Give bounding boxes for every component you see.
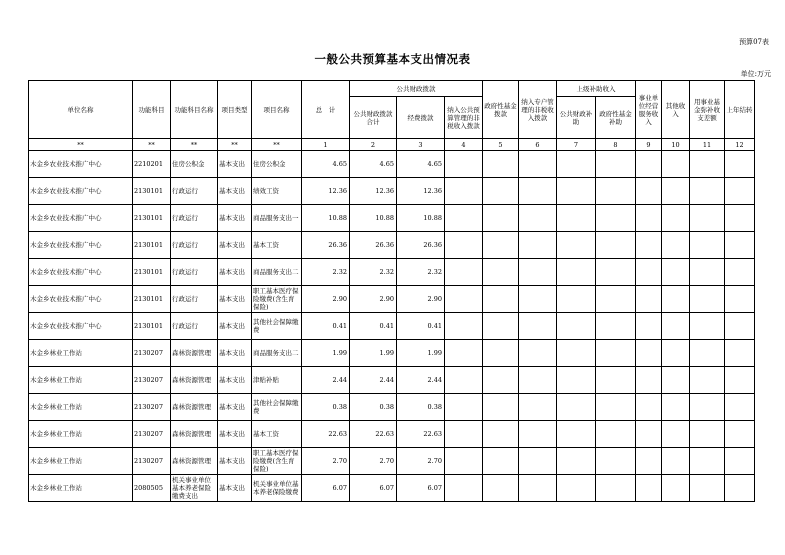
cell-empty (519, 394, 557, 421)
header-stars: ** (29, 139, 133, 151)
cell-empty (690, 151, 725, 178)
table-row (29, 475, 755, 502)
header-sub-public: 公共财政补助 (557, 97, 596, 139)
cell-empty (519, 151, 557, 178)
cell-empty (445, 340, 483, 367)
cell-item-name: 商品服务支出二 (252, 340, 302, 367)
cell-funding: 2.70 (397, 448, 445, 475)
cell-unit-name: 木金乡林业工作站 (29, 421, 133, 448)
cell-empty (690, 448, 725, 475)
cell-func-name: 行政运行 (171, 286, 218, 313)
cell-pf-total: 2.90 (350, 286, 397, 313)
cell-funding: 22.63 (397, 421, 445, 448)
form-number: 预算07表 (739, 38, 769, 46)
cell-unit-name: 木金乡农业技术推广中心 (29, 286, 133, 313)
cell-empty (690, 286, 725, 313)
cell-unit-name: 木金乡林业工作站 (29, 367, 133, 394)
cell-empty (690, 205, 725, 232)
header-item-name: 项目名称 (252, 81, 302, 139)
cell-empty (596, 340, 636, 367)
cell-item-name: 其他社会保障缴费 (252, 313, 302, 340)
cell-func-code: 2130207 (133, 394, 171, 421)
table-row (29, 421, 755, 448)
cell-item-name: 住房公积金 (252, 151, 302, 178)
cell-funding: 4.65 (397, 151, 445, 178)
page-title: 一般公共预算基本支出情况表 (314, 52, 471, 66)
header-seq: 9 (636, 139, 662, 151)
header-unit-name: 单位名称 (29, 81, 133, 139)
header-stars: ** (171, 139, 218, 151)
cell-empty (690, 475, 725, 502)
cell-empty (483, 367, 519, 394)
cell-total: 6.07 (302, 475, 350, 502)
cell-func-name: 森林资源管理 (171, 394, 218, 421)
table-row (29, 286, 755, 313)
cell-unit-name: 木金乡林业工作站 (29, 448, 133, 475)
cell-empty (662, 448, 690, 475)
cell-empty (690, 259, 725, 286)
cell-unit-name: 木金乡农业技术推广中心 (29, 313, 133, 340)
cell-unit-name: 木金乡农业技术推广中心 (29, 178, 133, 205)
cell-item-type: 基本支出 (218, 394, 252, 421)
header-carryover: 上年结转 (725, 81, 755, 139)
cell-empty (636, 259, 662, 286)
cell-empty (557, 205, 596, 232)
cell-pf-total: 6.07 (350, 475, 397, 502)
cell-unit-name: 木金乡林业工作站 (29, 475, 133, 502)
cell-empty (636, 448, 662, 475)
cell-empty (636, 151, 662, 178)
cell-item-type: 基本支出 (218, 367, 252, 394)
cell-total: 0.38 (302, 394, 350, 421)
cell-empty (596, 259, 636, 286)
cell-item-name: 绩效工资 (252, 178, 302, 205)
header-public-finance: 公共财政拨款 (350, 81, 483, 97)
cell-empty (557, 448, 596, 475)
cell-empty (557, 232, 596, 259)
cell-empty (557, 421, 596, 448)
cell-empty (445, 151, 483, 178)
header-seq: 8 (596, 139, 636, 151)
cell-empty (519, 448, 557, 475)
header-stars: ** (218, 139, 252, 151)
cell-empty (483, 286, 519, 313)
cell-empty (725, 340, 755, 367)
cell-item-type: 基本支出 (218, 178, 252, 205)
unit-label: 单位:万元 (740, 70, 771, 78)
header-seq: 2 (350, 139, 397, 151)
cell-empty (519, 313, 557, 340)
cell-empty (519, 232, 557, 259)
cell-funding: 2.32 (397, 259, 445, 286)
cell-item-type: 基本支出 (218, 232, 252, 259)
table-body (29, 151, 755, 502)
cell-empty (636, 394, 662, 421)
header-item-type: 项目类型 (218, 81, 252, 139)
cell-empty (445, 421, 483, 448)
table-row (29, 448, 755, 475)
cell-empty (690, 421, 725, 448)
cell-empty (636, 178, 662, 205)
cell-func-name: 森林资源管理 (171, 448, 218, 475)
cell-func-name: 行政运行 (171, 313, 218, 340)
cell-empty (557, 286, 596, 313)
cell-item-type: 基本支出 (218, 151, 252, 178)
cell-empty (596, 232, 636, 259)
cell-empty (725, 205, 755, 232)
table-row (29, 394, 755, 421)
cell-funding: 10.88 (397, 205, 445, 232)
cell-empty (662, 340, 690, 367)
cell-empty (725, 313, 755, 340)
cell-func-code: 2130101 (133, 313, 171, 340)
cell-empty (519, 367, 557, 394)
cell-total: 4.65 (302, 151, 350, 178)
header-seq: 11 (690, 139, 725, 151)
cell-empty (483, 313, 519, 340)
cell-empty (483, 394, 519, 421)
cell-func-name: 行政运行 (171, 178, 218, 205)
cell-funding: 0.41 (397, 313, 445, 340)
cell-item-type: 基本支出 (218, 313, 252, 340)
cell-empty (636, 367, 662, 394)
table-row (29, 205, 755, 232)
cell-func-name: 行政运行 (171, 205, 218, 232)
cell-empty (725, 394, 755, 421)
header-total: 总 计 (302, 81, 350, 139)
cell-empty (557, 178, 596, 205)
header-func-name: 功能科目名称 (171, 81, 218, 139)
cell-empty (636, 421, 662, 448)
cell-pf-total: 1.99 (350, 340, 397, 367)
cell-empty (596, 421, 636, 448)
cell-total: 2.44 (302, 367, 350, 394)
cell-unit-name: 木金乡林业工作站 (29, 340, 133, 367)
cell-empty (483, 232, 519, 259)
cell-empty (596, 367, 636, 394)
cell-pf-total: 0.38 (350, 394, 397, 421)
header-superior-subsidy: 上级补助收入 (557, 81, 636, 97)
cell-item-name: 基本工资 (252, 232, 302, 259)
header-unit-operation: 事业单位经营服务收入 (636, 81, 662, 139)
cell-func-code: 2080505 (133, 475, 171, 502)
cell-unit-name: 木金乡林业工作站 (29, 394, 133, 421)
cell-empty (725, 421, 755, 448)
cell-pf-total: 2.32 (350, 259, 397, 286)
cell-empty (557, 367, 596, 394)
header-seq: 10 (662, 139, 690, 151)
cell-empty (483, 421, 519, 448)
cell-empty (557, 394, 596, 421)
cell-empty (690, 313, 725, 340)
table-row (29, 151, 755, 178)
cell-item-name: 商品服务支出二 (252, 259, 302, 286)
cell-func-name: 森林资源管理 (171, 367, 218, 394)
cell-empty (596, 448, 636, 475)
cell-empty (445, 475, 483, 502)
cell-empty (445, 367, 483, 394)
table-row (29, 367, 755, 394)
cell-empty (519, 205, 557, 232)
cell-empty (519, 340, 557, 367)
cell-funding: 2.44 (397, 367, 445, 394)
cell-item-type: 基本支出 (218, 340, 252, 367)
cell-func-code: 2130101 (133, 232, 171, 259)
cell-empty (636, 286, 662, 313)
cell-pf-total: 26.36 (350, 232, 397, 259)
cell-item-name: 职工基本医疗保险缴费(含生育保险) (252, 286, 302, 313)
cell-empty (725, 259, 755, 286)
cell-empty (445, 313, 483, 340)
cell-empty (725, 367, 755, 394)
cell-empty (662, 151, 690, 178)
cell-empty (519, 286, 557, 313)
cell-func-code: 2130207 (133, 421, 171, 448)
cell-empty (557, 313, 596, 340)
cell-item-name: 商品服务支出一 (252, 205, 302, 232)
cell-total: 10.88 (302, 205, 350, 232)
cell-func-name: 行政运行 (171, 259, 218, 286)
cell-pf-total: 4.65 (350, 151, 397, 178)
cell-pf-total: 0.41 (350, 313, 397, 340)
cell-func-code: 2130101 (133, 178, 171, 205)
table-row (29, 178, 755, 205)
cell-total: 12.36 (302, 178, 350, 205)
cell-empty (445, 178, 483, 205)
cell-empty (596, 475, 636, 502)
cell-empty (662, 367, 690, 394)
cell-total: 22.63 (302, 421, 350, 448)
cell-total: 26.36 (302, 232, 350, 259)
cell-unit-name: 木金乡农业技术推广中心 (29, 259, 133, 286)
header-seq: 12 (725, 139, 755, 151)
cell-empty (690, 178, 725, 205)
cell-item-name: 基本工资 (252, 421, 302, 448)
cell-func-code: 2130101 (133, 205, 171, 232)
cell-total: 2.90 (302, 286, 350, 313)
cell-empty (519, 259, 557, 286)
cell-unit-name: 木金乡农业技术推广中心 (29, 232, 133, 259)
cell-item-name: 职工基本医疗保险缴费(含生育保险) (252, 448, 302, 475)
header-special-revenue: 纳入公共预算管理的非税收入拨款 (445, 97, 483, 139)
cell-func-code: 2130207 (133, 448, 171, 475)
header-other-income: 其他收入 (662, 81, 690, 139)
header-pf-account: 公共财政拨款合计 (350, 97, 397, 139)
table-row (29, 232, 755, 259)
cell-empty (690, 232, 725, 259)
cell-empty (662, 394, 690, 421)
cell-empty (445, 259, 483, 286)
cell-funding: 6.07 (397, 475, 445, 502)
cell-func-code: 2210201 (133, 151, 171, 178)
cell-empty (483, 475, 519, 502)
header-sub-gov-fund: 政府性基金补助 (596, 97, 636, 139)
cell-empty (596, 178, 636, 205)
cell-funding: 1.99 (397, 340, 445, 367)
header-fund-balance: 用事业基金弥补收支差额 (690, 81, 725, 139)
cell-item-name: 机关事业单位基本养老保险缴费 (252, 475, 302, 502)
cell-empty (725, 286, 755, 313)
cell-funding: 0.38 (397, 394, 445, 421)
cell-empty (662, 178, 690, 205)
header-func-code: 功能科目 (133, 81, 171, 139)
cell-empty (445, 232, 483, 259)
cell-item-type: 基本支出 (218, 286, 252, 313)
cell-empty (483, 259, 519, 286)
cell-func-name: 森林资源管理 (171, 340, 218, 367)
cell-empty (596, 394, 636, 421)
cell-empty (636, 340, 662, 367)
cell-unit-name: 木金乡农业技术推广中心 (29, 151, 133, 178)
cell-func-name: 森林资源管理 (171, 421, 218, 448)
cell-empty (483, 448, 519, 475)
cell-empty (596, 286, 636, 313)
cell-empty (445, 286, 483, 313)
cell-item-type: 基本支出 (218, 448, 252, 475)
cell-empty (690, 367, 725, 394)
cell-empty (557, 259, 596, 286)
cell-empty (725, 178, 755, 205)
cell-empty (557, 151, 596, 178)
cell-empty (519, 475, 557, 502)
cell-empty (725, 475, 755, 502)
cell-func-name: 行政运行 (171, 232, 218, 259)
cell-empty (690, 340, 725, 367)
cell-empty (445, 394, 483, 421)
cell-empty (662, 421, 690, 448)
cell-pf-total: 22.63 (350, 421, 397, 448)
cell-pf-total: 2.44 (350, 367, 397, 394)
cell-empty (636, 313, 662, 340)
cell-funding: 26.36 (397, 232, 445, 259)
cell-item-name: 其他社会保障缴费 (252, 394, 302, 421)
header-seq: 3 (397, 139, 445, 151)
cell-total: 2.32 (302, 259, 350, 286)
table-row (29, 313, 755, 340)
cell-item-type: 基本支出 (218, 475, 252, 502)
cell-total: 2.70 (302, 448, 350, 475)
cell-func-code: 2130101 (133, 259, 171, 286)
budget-table (28, 80, 755, 502)
cell-total: 1.99 (302, 340, 350, 367)
cell-empty (519, 178, 557, 205)
cell-empty (445, 448, 483, 475)
cell-funding: 2.90 (397, 286, 445, 313)
cell-pf-total: 12.36 (350, 178, 397, 205)
cell-func-code: 2130207 (133, 340, 171, 367)
cell-empty (725, 448, 755, 475)
cell-empty (662, 475, 690, 502)
cell-empty (596, 151, 636, 178)
cell-empty (662, 232, 690, 259)
header-gov-fund: 政府性基金拨款 (483, 81, 519, 139)
cell-func-name: 住房公积金 (171, 151, 218, 178)
cell-empty (690, 394, 725, 421)
cell-total: 0.41 (302, 313, 350, 340)
cell-item-type: 基本支出 (218, 205, 252, 232)
cell-item-type: 基本支出 (218, 421, 252, 448)
cell-empty (725, 151, 755, 178)
cell-empty (662, 205, 690, 232)
table-row (29, 340, 755, 367)
header-seq: 1 (302, 139, 350, 151)
cell-empty (519, 421, 557, 448)
cell-empty (557, 340, 596, 367)
cell-empty (483, 151, 519, 178)
cell-empty (596, 313, 636, 340)
cell-empty (483, 340, 519, 367)
header-seq: 7 (557, 139, 596, 151)
cell-item-type: 基本支出 (218, 259, 252, 286)
header-seq: 6 (519, 139, 557, 151)
cell-func-code: 2130101 (133, 286, 171, 313)
cell-empty (483, 178, 519, 205)
cell-empty (557, 475, 596, 502)
cell-empty (445, 205, 483, 232)
cell-pf-total: 10.88 (350, 205, 397, 232)
cell-empty (725, 232, 755, 259)
cell-empty (636, 475, 662, 502)
cell-func-name: 机关事业单位基本养老保险缴费支出 (171, 475, 218, 502)
cell-empty (636, 232, 662, 259)
cell-empty (662, 259, 690, 286)
table-row (29, 259, 755, 286)
header-seq: 4 (445, 139, 483, 151)
header-seq: 5 (483, 139, 519, 151)
cell-item-name: 津贴补贴 (252, 367, 302, 394)
header-funding: 经费拨款 (397, 97, 445, 139)
cell-empty (662, 313, 690, 340)
cell-unit-name: 木金乡农业技术推广中心 (29, 205, 133, 232)
header-special-mgmt: 纳入专户管理的非税收入拨款 (519, 81, 557, 139)
header-stars: ** (133, 139, 171, 151)
cell-func-code: 2130207 (133, 367, 171, 394)
cell-empty (636, 205, 662, 232)
cell-pf-total: 2.70 (350, 448, 397, 475)
cell-empty (596, 205, 636, 232)
header-stars: ** (252, 139, 302, 151)
cell-funding: 12.36 (397, 178, 445, 205)
cell-empty (662, 286, 690, 313)
cell-empty (483, 205, 519, 232)
